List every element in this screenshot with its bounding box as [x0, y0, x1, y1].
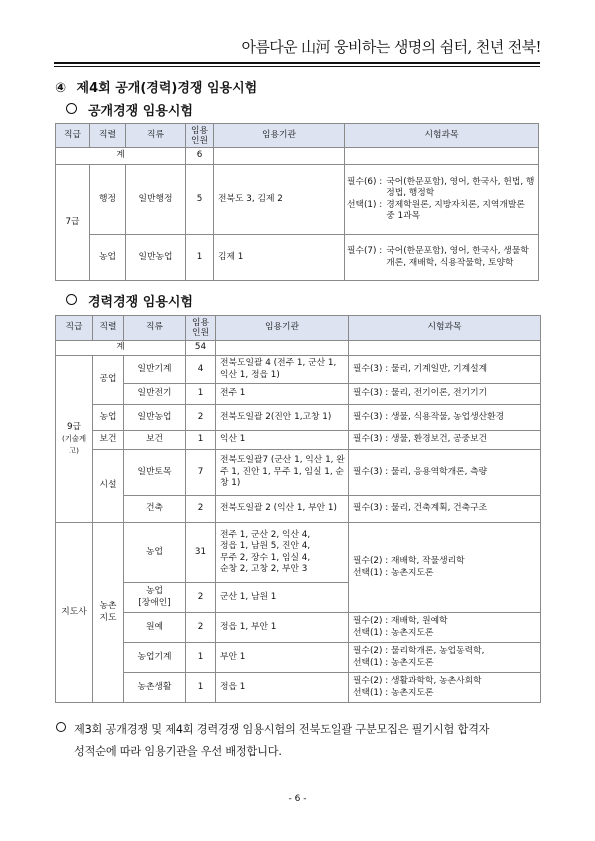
kind-cell: 일반토목 [124, 450, 186, 496]
agency-cell: 정읍 1, 부안 1 [216, 613, 349, 643]
slogan: 아름다운 山河 웅비하는 생명의 쉼터, 천년 전북! [241, 38, 541, 56]
count-cell: 5 [186, 165, 214, 235]
subjects-cell [345, 165, 539, 235]
table-row [56, 523, 541, 583]
count-cell: 31 [186, 523, 216, 583]
count-cell: 1 [186, 673, 216, 703]
footnote-line-2: 성적순에 따라 임용기관을 우선 배정합니다. [74, 745, 282, 758]
series-cell: 보건 [93, 431, 124, 450]
total-label: 계 [56, 341, 186, 356]
count-cell: 2 [186, 496, 216, 523]
header-grade: 직급 [56, 316, 93, 341]
kind-cell: 농업 [장애인] [124, 583, 186, 613]
career-competition-table [55, 315, 541, 703]
agency-cell: 전북도일괄 2(진안 1,고창 1) [216, 405, 349, 431]
kind-cell: 건축 [124, 496, 186, 523]
header-subjects: 시험과목 [349, 316, 541, 341]
kind-cell: 일반농업 [124, 405, 186, 431]
kind-cell: 농업 [124, 523, 186, 583]
series-cell: 시설 [93, 450, 124, 523]
subjects-cell [349, 613, 541, 643]
open-competition-table [55, 123, 539, 281]
count-cell: 1 [186, 235, 214, 281]
table-header-row [56, 316, 541, 341]
subject-line: 필수(2) : 물리학개론, 농업동력학, [353, 646, 485, 656]
count-cell: 7 [186, 450, 216, 496]
subjects-cell [349, 673, 541, 703]
open-competition-title-text: 공개경쟁 임용시험 [88, 104, 193, 119]
subjects-cell: 필수(3) : 물리, 건축계획, 건축구조 [349, 496, 541, 523]
open-competition-title [66, 100, 193, 119]
subject-line: 선택(1) : 농촌지도론 [353, 627, 434, 638]
total-count: 6 [186, 148, 214, 165]
subject-line: 선택(1) : 농촌지도론 [353, 567, 434, 578]
subject-text: 국어(한문포함), 영어, 한국사, 헌법, 행정법, 행정학 [386, 176, 535, 198]
count-cell: 1 [186, 643, 216, 673]
agency-line: 순창 2, 고창 2, 부안 3 [220, 564, 308, 574]
kind-cell: 일반기계 [124, 356, 186, 384]
subject-text: 경제학원론, 지방자치론, 지역개발론 중 1과목 [386, 199, 525, 221]
count-cell: 4 [186, 356, 216, 384]
table-row [56, 613, 541, 643]
series-cell: 행정 [90, 165, 126, 235]
subjects-cell [349, 643, 541, 673]
subjects-cell [345, 235, 539, 281]
subject-text: 국어(한문포함), 영어, 한국사, 생물학개론, 재배학, 식용작물학, 토양학 [386, 246, 529, 268]
subjects-cell: 필수(3) : 물리, 응용역학개론, 측량 [349, 450, 541, 496]
career-competition-title [66, 291, 193, 310]
subject-label: 필수(6) : [347, 176, 383, 187]
table-row [56, 673, 541, 703]
subject-line: 필수(2) : 재배학, 작물생리학 [353, 556, 465, 566]
subject-label: 선택(1) : [347, 199, 383, 210]
header-agency: 임용기관 [214, 124, 345, 148]
header-series: 직렬 [90, 124, 126, 148]
footnote-line-1: 제3회 공개경쟁 및 제4회 경력경쟁 임용시험의 전북도일괄 구분모집은 필기시험 합격자 [74, 723, 490, 736]
series-cell: 공업 [93, 356, 124, 405]
table-row [56, 643, 541, 673]
grade-cell [56, 356, 93, 523]
count-cell: 2 [186, 583, 216, 613]
section-number: ④ [55, 81, 67, 96]
header-count: 임용 인원 [186, 316, 216, 341]
subjects-cell: 필수(3) : 물리, 기계일반, 기계설계 [349, 356, 541, 384]
agency-cell: 익산 1 [216, 431, 349, 450]
subject-line: 선택(1) : 농촌지도론 [353, 657, 434, 668]
subjects-cell: 필수(3) : 생물, 식용작물, 농업생산환경 [349, 405, 541, 431]
agency-line: 무주 2, 장수 1, 임실 4, [220, 552, 311, 563]
agency-cell [216, 523, 349, 583]
header-rule-thin [54, 66, 540, 67]
header-kind: 직류 [124, 316, 186, 341]
agency-line: 정읍 1, 남원 5, 진안 4, [220, 541, 311, 551]
subject-line: 필수(2) : 재배학, 원예학 [353, 616, 448, 626]
table-row [56, 496, 541, 523]
bullet-circle-icon [56, 722, 66, 732]
subject-label: 필수(7) : [347, 246, 383, 256]
kind-cell: 농업기계 [124, 643, 186, 673]
bullet-circle-icon [66, 103, 77, 114]
grade-cell: 7급 [56, 165, 90, 281]
agency-cell: 전북도일괄7 (군산 1, 익산 1, 완주 1, 진안 1, 무주 1, 임실 1, 순창 1) [216, 450, 349, 496]
header-grade: 직급 [56, 124, 90, 148]
agency-cell: 정읍 1 [216, 673, 349, 703]
subject-line: 선택(1) : 농촌지도론 [353, 687, 434, 698]
table-header-row [56, 124, 539, 148]
table-row [56, 235, 539, 281]
table-row [56, 165, 539, 235]
table-row [56, 450, 541, 496]
table-row [56, 356, 541, 384]
count-cell: 1 [186, 384, 216, 405]
grade-9-sub: (기술계고) [62, 434, 86, 455]
section-title [55, 77, 257, 96]
kind-cell: 일반농업 [126, 235, 186, 281]
career-competition-title-text: 경력경쟁 임용시험 [88, 295, 193, 310]
kind-cell: 원예 [124, 613, 186, 643]
kind-cell: 농촌생활 [124, 673, 186, 703]
agency-cell: 전북도일괄 4 (전주 1, 군산 1, 익산 1, 정읍 1) [216, 356, 349, 384]
subjects-cell: 필수(3) : 물리, 전기이론, 전기기기 [349, 384, 541, 405]
kind-cell: 일반행정 [126, 165, 186, 235]
count-cell: 1 [186, 431, 216, 450]
footnote [56, 719, 544, 763]
grade-cell: 지도사 [56, 523, 93, 703]
header-series: 직렬 [93, 316, 124, 341]
series-cell: 농업 [93, 405, 124, 431]
header-kind: 직류 [126, 124, 186, 148]
total-row [56, 148, 539, 165]
subjects-cell [349, 523, 541, 613]
series-cell: 농업 [90, 235, 126, 281]
agency-cell: 군산 1, 남원 1 [216, 583, 349, 613]
total-label: 계 [56, 148, 186, 165]
count-cell: 2 [186, 405, 216, 431]
grade-9: 9급 [66, 421, 82, 432]
header-agency: 임용기관 [216, 316, 349, 341]
total-row [56, 341, 541, 356]
page-number: - 6 - [288, 794, 307, 804]
kind-cell: 보건 [124, 431, 186, 450]
table-row [56, 405, 541, 431]
agency-cell: 전북도 3, 김제 2 [214, 165, 345, 235]
agency-line: 전주 1, 군산 2, 익산 4, [220, 529, 311, 540]
total-count: 54 [186, 341, 216, 356]
bullet-circle-icon [66, 294, 77, 305]
subjects-cell: 필수(3) : 생물, 환경보건, 공중보건 [349, 431, 541, 450]
agency-cell: 전북도일괄 2 (익산 1, 부안 1) [216, 496, 349, 523]
header-rule [54, 62, 540, 64]
agency-cell: 전주 1 [216, 384, 349, 405]
section-title-text: 제4회 공개(경력)경쟁 임용시험 [76, 81, 258, 96]
agency-cell: 부안 1 [216, 643, 349, 673]
header-count: 임용 인원 [186, 124, 214, 148]
subject-line: 필수(2) : 생활과학학, 농촌사회학 [353, 676, 482, 686]
table-row [56, 431, 541, 450]
table-row [56, 384, 541, 405]
agency-cell: 김제 1 [214, 235, 345, 281]
series-cell: 농촌 지도 [93, 523, 124, 703]
kind-cell: 일반전기 [124, 384, 186, 405]
count-cell: 2 [186, 613, 216, 643]
header-subjects: 시험과목 [345, 124, 539, 148]
